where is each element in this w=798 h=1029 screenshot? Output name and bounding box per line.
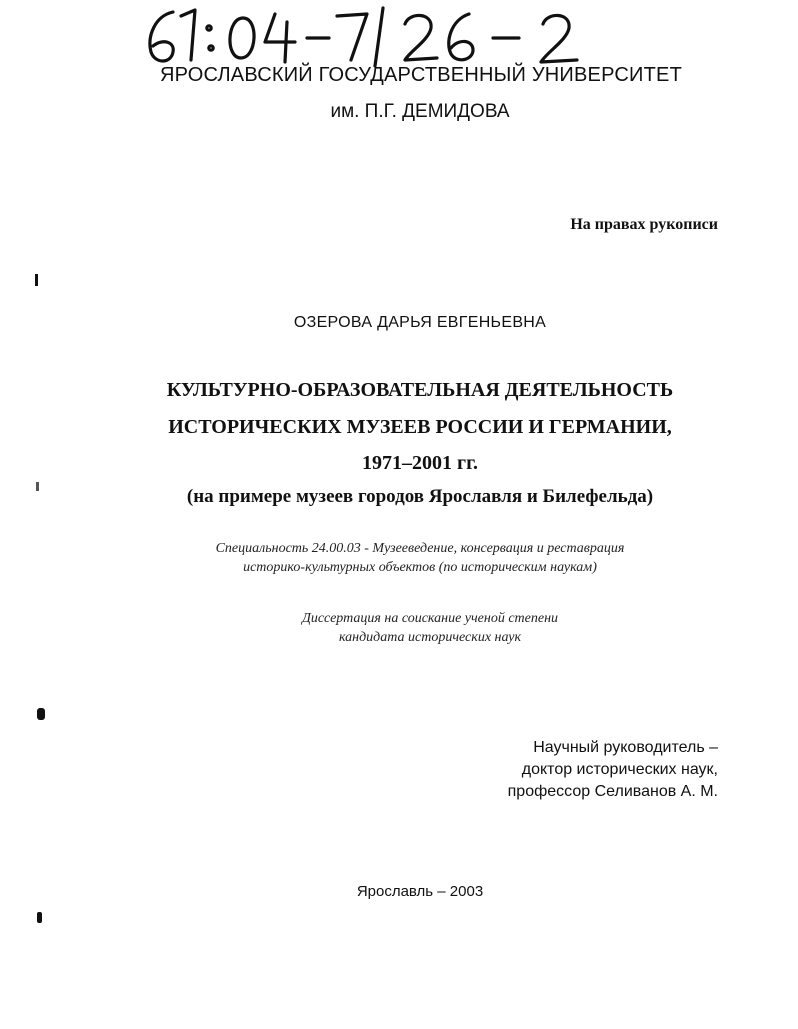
- city-year: Ярославль – 2003: [356, 883, 484, 900]
- supervisor-line-2: доктор исторических наук,: [521, 761, 718, 778]
- dissertation-line-2: кандидата исторических наук: [338, 630, 522, 645]
- specialty-line-2: историко-культурных объектов (по историческим наукам): [243, 560, 597, 575]
- scan-mark: [35, 274, 38, 286]
- supervisor-line-1: Научный руководитель –: [533, 739, 718, 756]
- title-line-3: 1971–2001 гг.: [362, 452, 478, 474]
- title-line-4: (на примере музеев городов Ярославля и Билефельда): [186, 486, 654, 507]
- scan-mark: [37, 708, 45, 720]
- title-line-1: КУЛЬТУРНО-ОБРАЗОВАТЕЛЬНАЯ ДЕЯТЕЛЬНОСТЬ: [166, 379, 674, 401]
- title-line-2: ИСТОРИЧЕСКИХ МУЗЕЕВ РОССИИ И ГЕРМАНИИ,: [168, 416, 672, 438]
- scan-mark: [37, 912, 42, 923]
- specialty-line-1: Специальность 24.00.03 - Музееведение, консервация и реставрация: [215, 541, 625, 556]
- manuscript-note: На правах рукописи: [570, 216, 718, 233]
- supervisor-line-3: профессор Селиванов А. М.: [507, 783, 718, 800]
- author-name: ОЗЕРОВА ДАРЬЯ ЕВГЕНЬЕВНА: [293, 314, 547, 331]
- university-named-after: им. П.Г. ДЕМИДОВА: [330, 101, 510, 122]
- dissertation-line-1: Диссертация на соискание ученой степени: [301, 611, 559, 626]
- university-name: ЯРОСЛАВСКИЙ ГОСУДАРСТВЕННЫЙ УНИВЕРСИТЕТ: [160, 64, 682, 86]
- handwritten-catalog-code: [125, 2, 615, 70]
- scan-mark: [36, 482, 39, 491]
